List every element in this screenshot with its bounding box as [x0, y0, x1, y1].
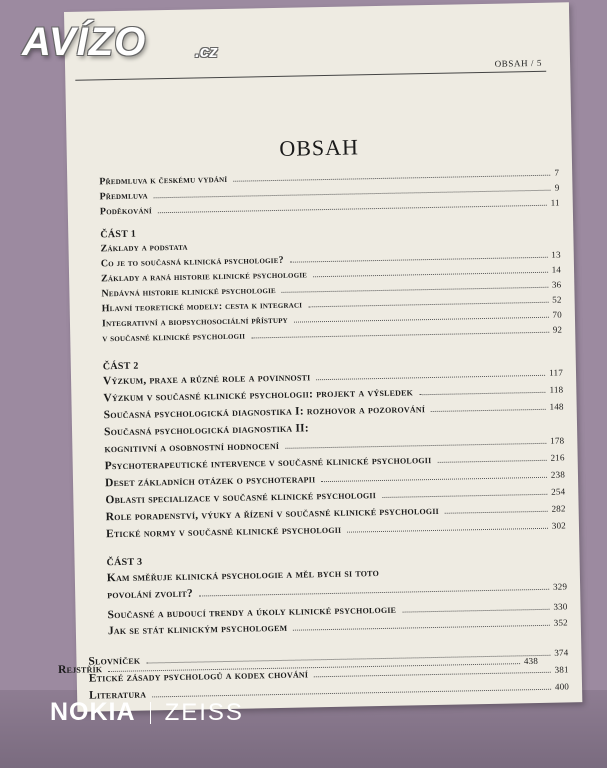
toc-entry-page: 216 — [550, 452, 565, 463]
toc-entry-title: kognitivní a osobnostní hodnocení — [104, 439, 280, 456]
toc-entry-title: Současná psychologická diagnostika II: — [103, 422, 309, 439]
toc-entry-title: Poděkování — [99, 205, 153, 218]
book-page — [64, 2, 582, 712]
part-heading-title: Kam směřuje klinická psychologie a měl bych si toto — [106, 567, 380, 585]
toc-entry-title: Současná psychologická diagnostika I: rozhovor a pozorování — [103, 403, 426, 422]
toc-entry-page: 92 — [552, 324, 563, 335]
toc-entry-page: 117 — [549, 367, 564, 378]
toc-entry-page: 9 — [554, 182, 560, 193]
toc-entry-page: 118 — [549, 384, 564, 395]
camera-separator — [150, 702, 151, 724]
toc-entry-page: 13 — [551, 249, 561, 260]
part-heading-title: Výzkum, praxe a různé role a povinnosti — [102, 371, 311, 388]
toc-entry-title: Co je to současná klinická psychologie? — [100, 254, 284, 270]
toc-entry-page: 52 — [552, 294, 562, 305]
toc-entry-title: Etické normy v současné klinické psychologii — [105, 523, 342, 541]
table-of-contents — [64, 2, 582, 712]
toc-entry-title: Jak se stát klinickým psychologem — [107, 621, 288, 638]
watermark-suffix: .cz — [195, 42, 218, 61]
camera-watermark — [50, 698, 244, 727]
site-watermark — [22, 20, 146, 65]
toc-entry-title: Hlavní teoretické modely: cesta k integraci — [101, 299, 303, 315]
toc-entry-page: 254 — [551, 486, 566, 497]
part-heading-title: povolání zvolit? — [107, 587, 194, 602]
part-heading — [107, 580, 567, 601]
toc-entry-page: 238 — [550, 469, 566, 480]
part-label: ČÁST 3 — [106, 556, 143, 569]
toc-entry-page: 438 — [523, 655, 539, 667]
toc-entry-title: Integrativní a biopsychosociální přístupy — [101, 314, 289, 330]
running-head: OBSAH / 5 — [494, 57, 543, 69]
toc-entry-page: 352 — [553, 617, 568, 628]
part-label: ČÁST 2 — [102, 360, 139, 373]
toc-entry-title: Současné a budoucí trendy a úkoly klinické psychologie — [107, 603, 397, 622]
toc-entry-page: 11 — [550, 197, 560, 208]
toc-entry-page: 70 — [552, 309, 562, 320]
toc-entry-page: 381 — [554, 664, 569, 675]
toc-entry — [106, 519, 566, 540]
toc-entry-page: 302 — [551, 520, 567, 531]
toc-entry-title: Základy a raná historie klinické psychologie — [101, 269, 308, 285]
part-heading-title: Základy a podstata — [100, 241, 188, 255]
toc-entry-title: Literatura — [89, 688, 147, 702]
toc-entry-title: Psychoterapeutické intervence v současné klinické psychologii — [104, 454, 432, 473]
toc-entry-title: Nedávná historie klinické psychologie — [101, 284, 276, 300]
toc-entry-title: Předmluva k českému vydání — [99, 173, 228, 188]
page-title: OBSAH — [279, 134, 360, 161]
toc-entry-title: v současné klinické psychologii — [102, 330, 246, 345]
toc-entry-page: 36 — [551, 279, 562, 290]
watermark-brand: AVÍZO — [22, 20, 147, 64]
toc-entry-page: 330 — [553, 601, 568, 612]
toc-entry-title: Oblasti specializace v současné klinické psychologii — [105, 489, 377, 507]
toc-entry-page: 14 — [551, 264, 562, 275]
toc-entry-title: Deset základních otázek o psychoterapii — [104, 473, 316, 490]
toc-entry-title: Rejstřík — [58, 663, 103, 676]
toc-entry-page: 400 — [554, 681, 570, 692]
toc-entry-title: Etické zásady psychologů a kodex chování — [88, 668, 309, 685]
toc-entry-page: 374 — [554, 647, 569, 658]
toc-entry-title: Slovníček — [88, 654, 141, 668]
toc-entry-title: Výzkum v současné klinické psychologii: projekt a výsledek — [103, 386, 414, 405]
toc-entry-page: 282 — [551, 503, 566, 514]
toc-entry-title: Předmluva — [99, 190, 148, 203]
toc-entry-page: 148 — [549, 401, 564, 412]
part-label: ČÁST 1 — [100, 228, 137, 241]
camera-brand: NOKIA — [50, 698, 136, 726]
toc-entry-page: 178 — [550, 435, 565, 446]
camera-lens: ZEISS — [164, 698, 244, 726]
toc-entry-page: 7 — [554, 167, 560, 178]
toc-entry-title: Role poradenství, výuky a řízení v současné klinické psychologii — [105, 504, 440, 524]
toc-entry-page: 329 — [552, 581, 568, 592]
